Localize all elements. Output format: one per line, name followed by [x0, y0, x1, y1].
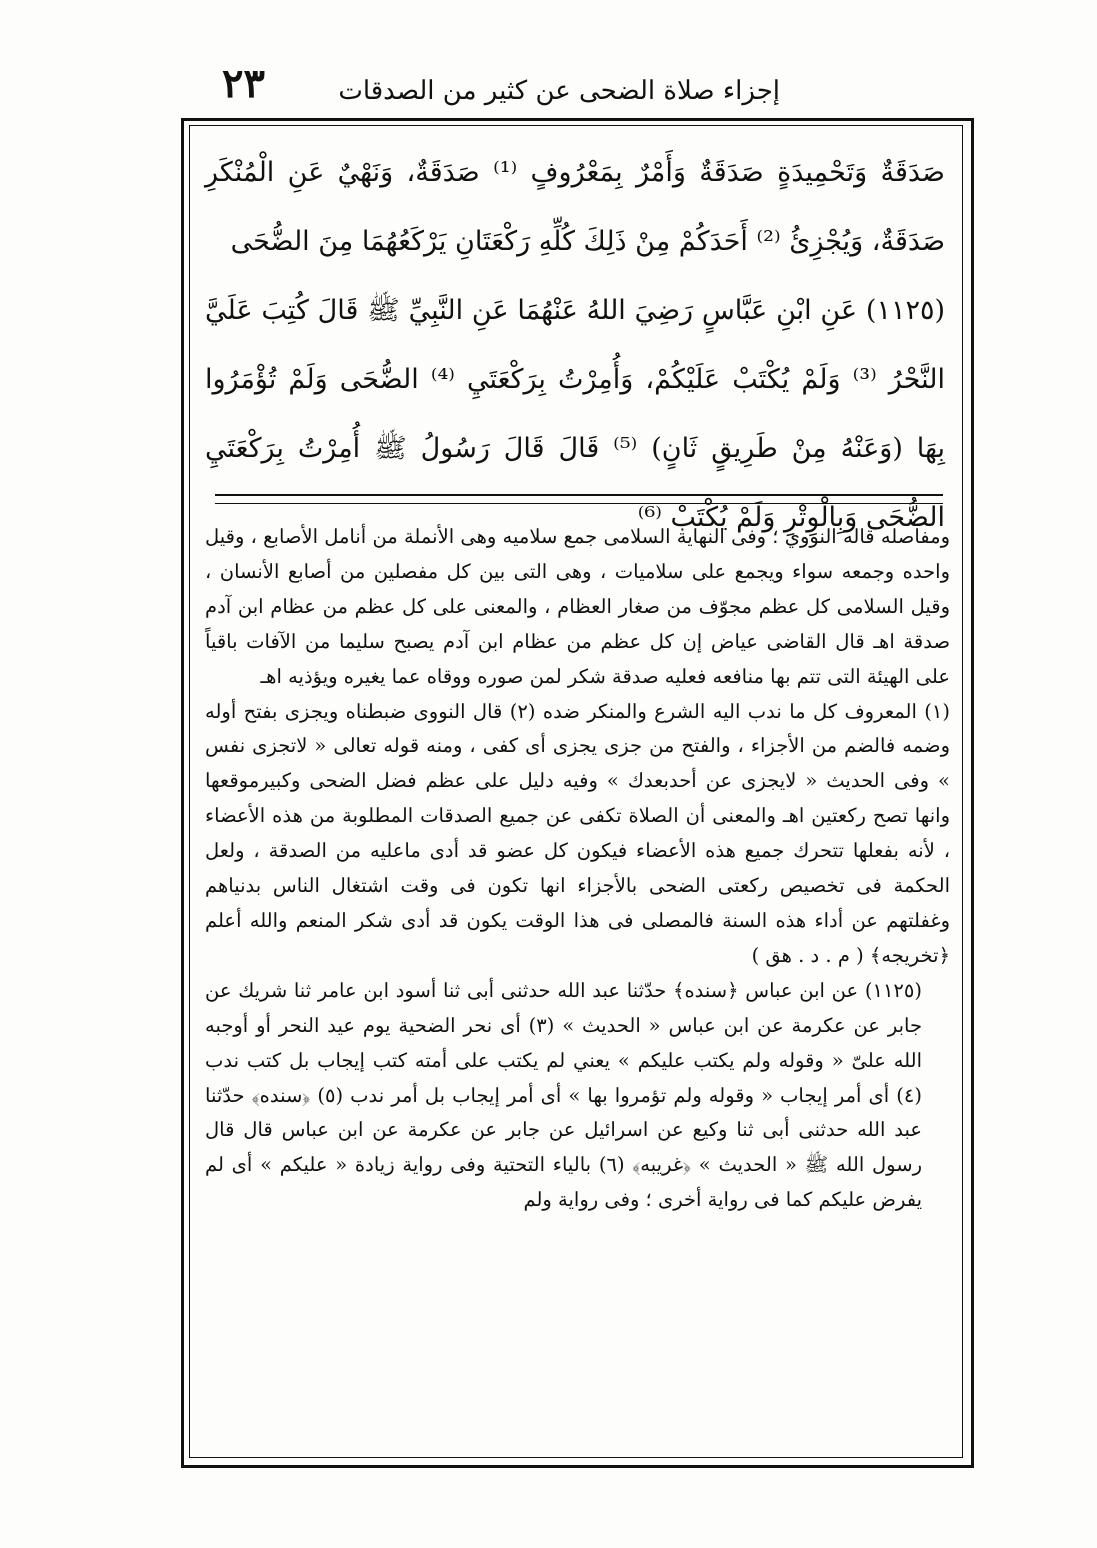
page-number: ٢٣: [222, 60, 265, 107]
hadith-number: (١١٢٥): [865, 295, 945, 326]
commentary-paragraph: ومفاصله قاله النووي ؛ وفى النهاية السلامى جمع سلاميه وهى الأنملة من أنامل الأصابع ، وقيل واحده وجمعه سواء ويجمع على سلاميات ، وهى التى بين كل مفصلين من أصابع الأنسان ، وقيل السلامى كل عظم مجوّف من صغار العظام ، والمعنى على كل عظم من عظام ابن آدم صدقة اهـ قال القاضى عياض إن كل عظم من عظام ابن آدم يصبح سليما من الآفات باقياً على الهيئة التى تتم بها منافعه فعليه صدقة شكر لمن صوره ووقاه عما يغيره ويؤذيه اهـ: [205, 525, 950, 688]
commentary-block: [205, 520, 950, 1218]
hadith-body: عَنِ ابْنِ عَبَّاسٍ رَضِيَ اللهُ عَنْهُمَا عَنِ النَّبِيِّ ﷺ قَالَ كُتِبَ عَلَيَّ النَّحْرُ ⁽³⁾ وَلَمْ يُكْتَبْ عَلَيْكُمْ، وَأُمِرْتُ بِرَكْعَتَيِ ⁽⁴⁾ الضُّحَى وَلَمْ تُؤْمَرُوا بِهَا (وَعَنْهُ مِنْ طَرِيقٍ ثَانٍ) ⁽⁵⁾ قَالَ قَالَ رَسُولُ ﷺ أُمِرْتُ بِرَكْعَتَيِ الضُّحَى وَبِالْوِتْرِ وَلَمْ يُكْتَبْ ⁽⁶⁾: [205, 295, 945, 533]
hadith-1125: [205, 276, 945, 552]
running-header: [200, 58, 900, 120]
hadith-continuation: صَدَقَةٌ وَتَحْمِيدَةٍ صَدَقَةٌ وَأَمْرٌ بِمَعْرُوفٍ ⁽¹⁾ صَدَقَةٌ، وَنَهْيٌ عَنِ الْمُنْكَرِ صَدَقَةٌ، وَيُجْزِئُ ⁽²⁾ أَحَدَكُمْ مِنْ ذَلِكَ كُلِّهِ رَكْعَتَانِ يَرْكَعُهُمَا مِنَ الضُّحَى: [205, 157, 945, 257]
commentary-paragraph: (١١٢٥) عن ابن عباس ﴿سنده﴾ حدّثنا عبد الله حدثنى أبى ثنا أسود ابن عامر ثنا شريك عن جابر عن عكرمة عن ابن عباس « الحديث » (٣) أى نحر الضحية يوم عيد النحر أو أوجبه الله علىّ « وقوله ولم يكتب عليكم » يعني لم يكتب على أمته كتب إيجاب بل كتب ندب (٤) أى أمر إيجاب « وقوله ولم تؤمروا بها » أى أمر إيجاب بل أمر ندب (٥) ﴿سنده﴾ حدّثنا عبد الله حدثنى أبى ثنا وكيع عن اسرائيل عن جابر عن عكرمة عن ابن عباس قال قال رسول الله ﷺ « الحديث » ﴿غريبه﴾ (٦) بالياء التحتية وفى رواية زيادة « عليكم » أى لم يفرض عليكم كما فى رواية أخرى ؛ وفى رواية ولم: [205, 978, 922, 1212]
double-separator-rule: [215, 494, 943, 504]
commentary-paragraph: (١) المعروف كل ما ندب اليه الشرع والمنكر ضده (٢) قال النووى ضبطناه ويجزى بفتح أوله وضمه فالضم من الأجزاء ، والفتح من جزى يجزى أى كفى ، ومنه قوله تعالى « لاتجزى نفس » وفى الحديث « لايجزى عن أحدبعدك » وفيه دليل على عظم فضل الضحى وكبيرموقعها وانها تصح ركعتين اهـ والمعنى أن الصلاة تكفى عن جميع الصدقات المطلوبة من هذه الأعضاء ، لأنه بفعلها تتحرك جميع هذه الأعضاء فيكون كل عضو قد أدى ماعليه من الصدقة ، ولعل الحكمة فى تخصيص ركعتى الضحى بالأجزاء انها تكون فى وقت اشتغال الناس بدنياهم وغفلتهم عن أداء هذه السنة فالمصلى فى هذا الوقت يكون قد أدى شكر المنعم والله أعلم ﴿تخريجه﴾ ( م . د . هق ): [205, 699, 950, 967]
chapter-title: إجزاء صلاة الضحى عن كثير من الصدقات: [338, 76, 780, 106]
hadith-text-block: [205, 138, 945, 552]
